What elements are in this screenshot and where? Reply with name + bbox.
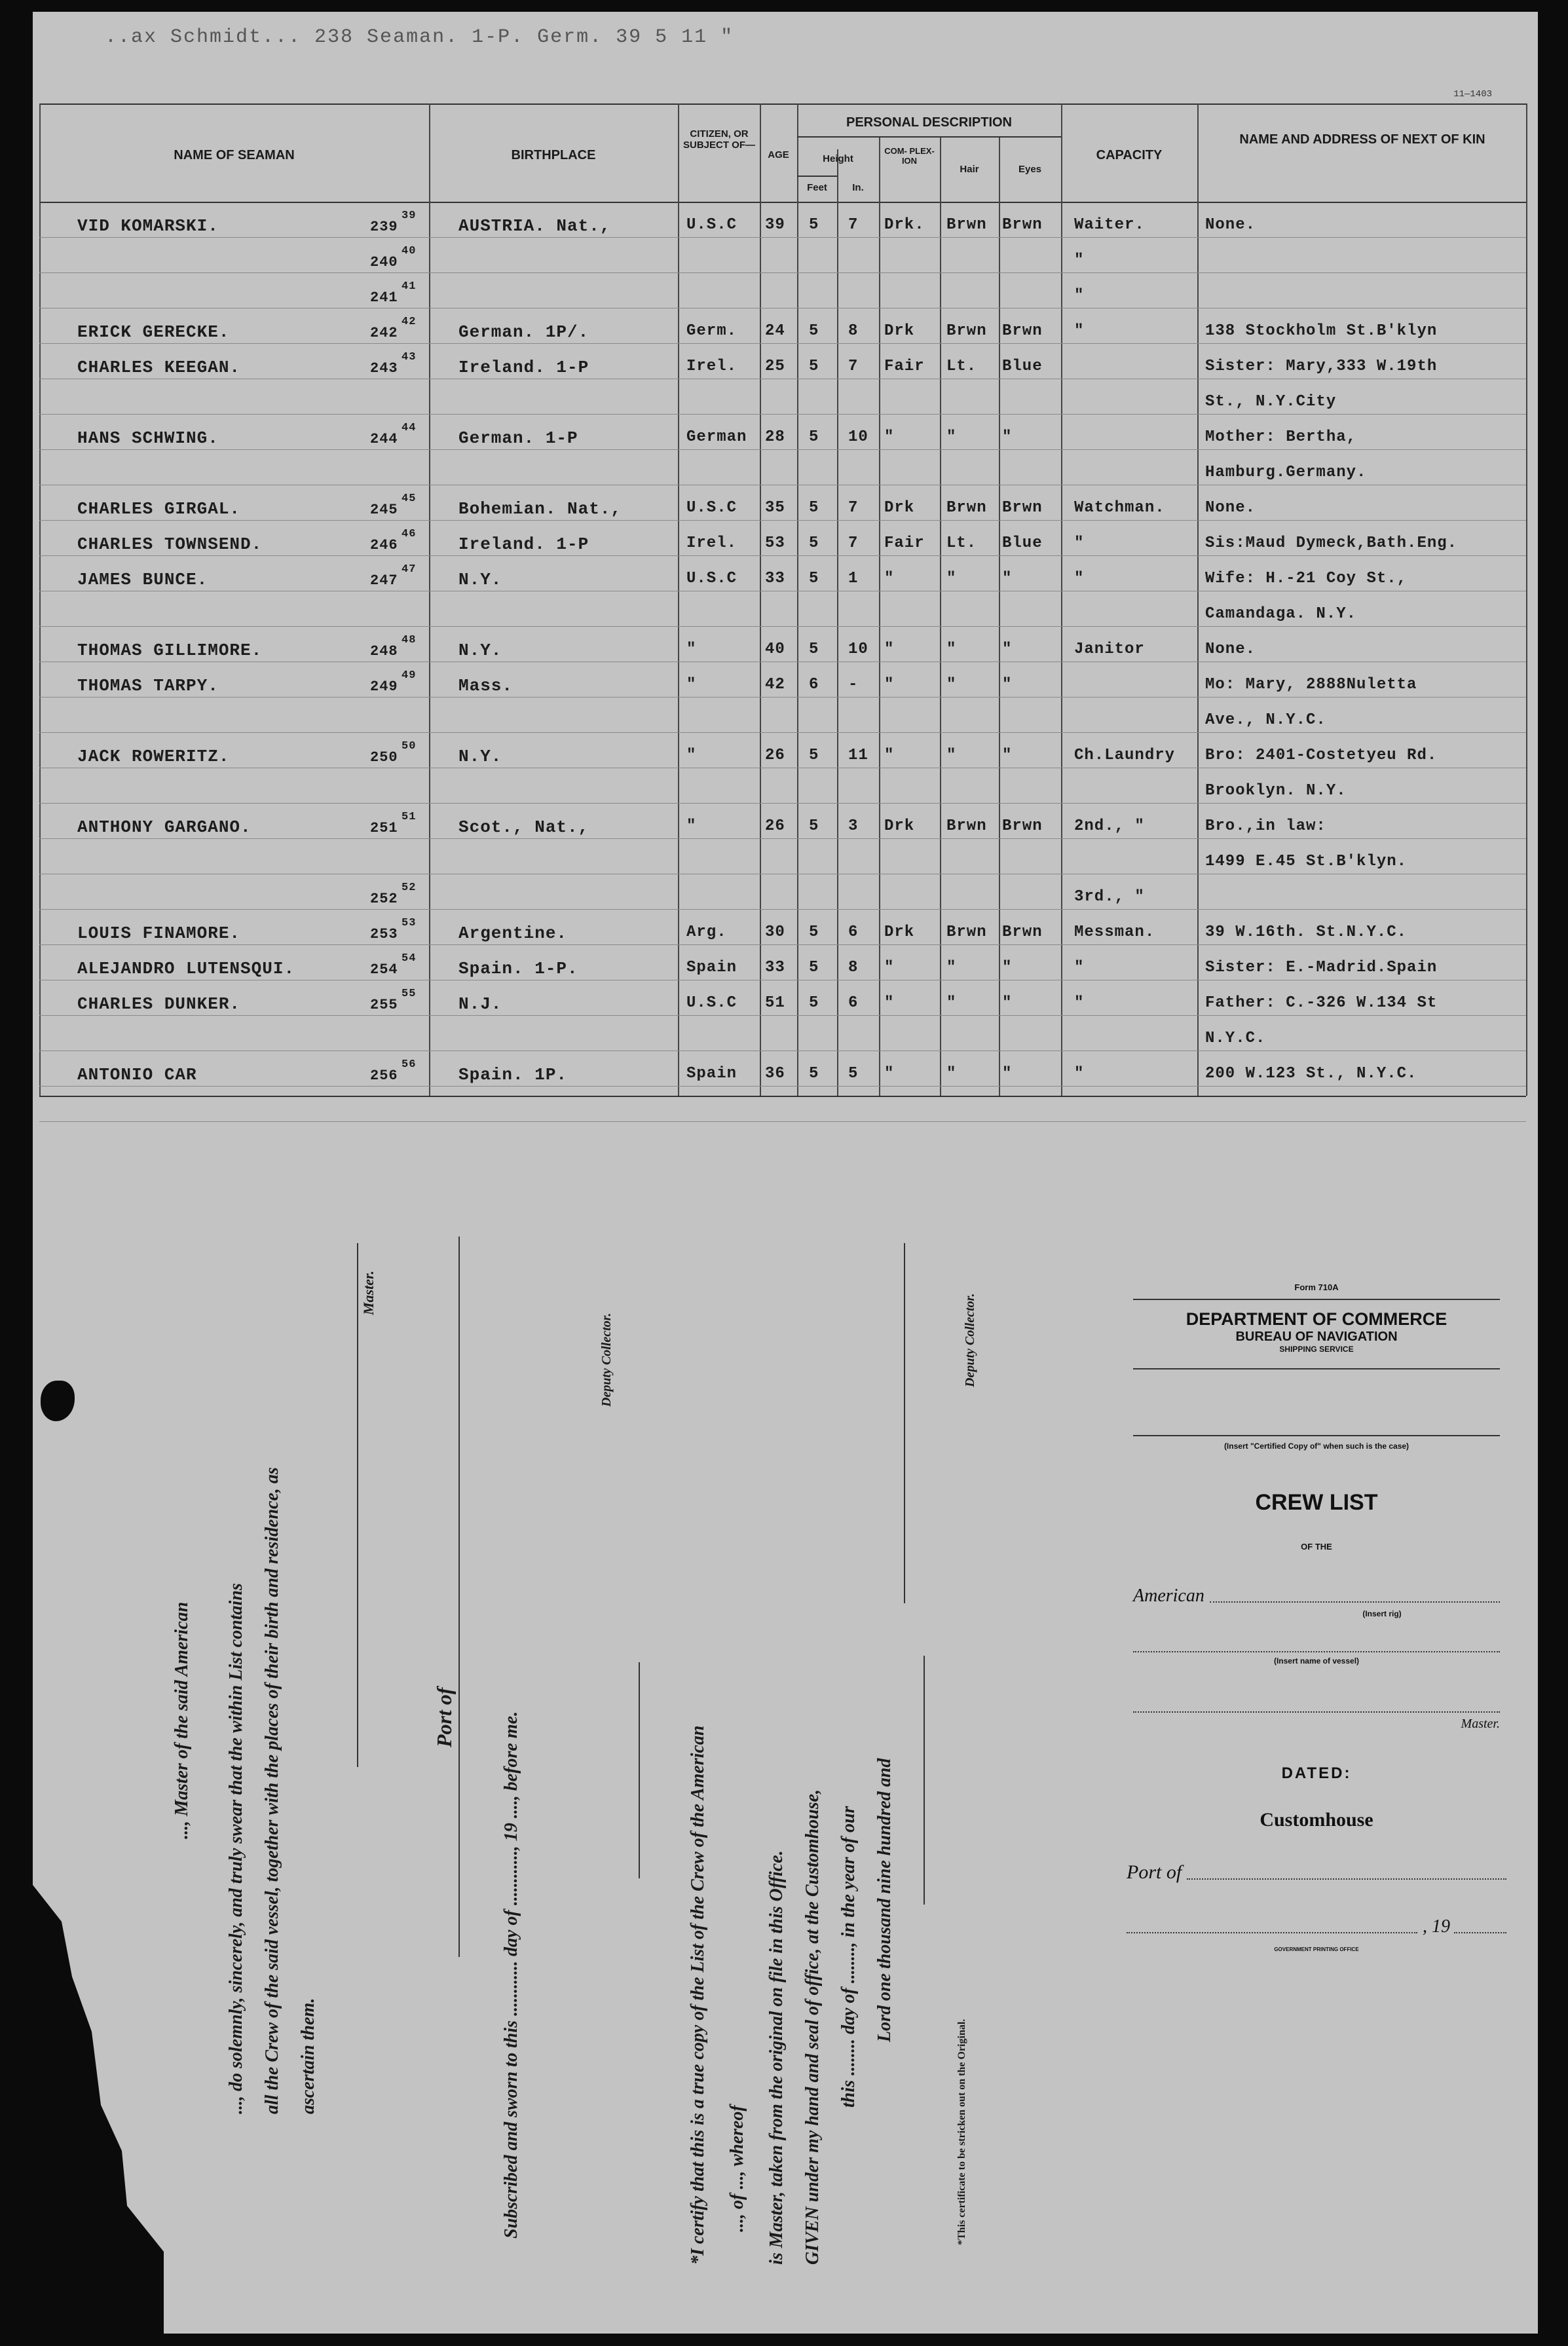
cell-row-number: 241: [370, 289, 398, 306]
cell-complexion: ": [884, 570, 895, 587]
cell-feet: 5: [809, 534, 819, 552]
cover-master-label: Master.: [1461, 1717, 1500, 1731]
cell-inches: 1: [848, 570, 859, 587]
cell-age: 35: [765, 499, 785, 517]
cell-age: 25: [765, 358, 785, 375]
cell-inches: 8: [848, 959, 859, 977]
cover-block: [1113, 1282, 1520, 1952]
american-label: American: [1133, 1586, 1204, 1606]
cell-row-number: 245: [370, 502, 398, 518]
cell-age: 26: [765, 747, 785, 764]
insert-vessel-note: (Insert name of vessel): [1273, 1656, 1360, 1666]
cell-age: 42: [765, 676, 785, 694]
insert-rig-note: (Insert rig): [1362, 1609, 1402, 1618]
cell-row-superscript: 39: [401, 210, 417, 222]
cell-citizen: Spain: [686, 959, 737, 977]
dated-label: DATED:: [1281, 1764, 1352, 1782]
cell-kin: None.: [1205, 499, 1256, 517]
cell-age: 28: [765, 428, 785, 446]
header-capacity: CAPACITY: [1096, 148, 1163, 162]
cell-complexion: ": [884, 747, 895, 764]
cell-age: 40: [765, 641, 785, 658]
oath-line-3: all the Crew of the said vessel, together with the places of their birth and residence, as: [262, 1467, 282, 2114]
cell-inches: -: [848, 676, 859, 694]
cell-row-superscript: 46: [401, 528, 417, 540]
cell-kin: 1499 E.45 St.B'klyn.: [1205, 853, 1408, 870]
cell-kin: 200 W.123 St., N.Y.C.: [1205, 1065, 1417, 1083]
cell-birthplace: N.Y.: [458, 641, 502, 660]
deputy-collector-1: Deputy Collector.: [599, 1313, 614, 1407]
header-personal: PERSONAL DESCRIPTION: [846, 115, 1012, 130]
cell-birthplace: N.J.: [458, 994, 502, 1014]
cell-row-superscript: 54: [401, 952, 417, 965]
cell-name: HANS SCHWING.: [77, 428, 219, 448]
crew-list-title: CREW LIST: [1255, 1490, 1378, 1515]
cell-complexion: Drk.: [884, 216, 925, 234]
cell-kin: N.Y.C.: [1205, 1030, 1266, 1047]
cell-hair: ": [946, 428, 957, 446]
oath-line-1: ..., Master of the said American: [172, 1601, 192, 1839]
cell-birthplace: Ireland. 1-P: [458, 358, 589, 377]
cover-port-of: Port of: [1127, 1861, 1182, 1883]
cell-hair: ": [946, 676, 957, 694]
cell-kin: Father: C.-326 W.134 St: [1205, 994, 1438, 1012]
cell-capacity: Messman.: [1074, 923, 1155, 941]
shipping-service: SHIPPING SERVICE: [1279, 1345, 1354, 1354]
cell-age: 33: [765, 959, 785, 977]
cover-year: , 19: [1423, 1916, 1450, 1937]
printing-office: GOVERNMENT PRINTING OFFICE: [1274, 1946, 1359, 1952]
document-sheet: [33, 12, 1538, 2334]
insert-certified-note: (Insert "Certified Copy of" when such is the case): [1223, 1442, 1409, 1451]
cell-row-number: 246: [370, 537, 398, 553]
cell-kin: Sister: E.-Madrid.Spain: [1205, 959, 1438, 977]
cell-capacity: Waiter.: [1074, 216, 1145, 234]
cell-row-number: 252: [370, 891, 398, 907]
cell-hair: Lt.: [946, 358, 977, 375]
cell-row-superscript: 49: [401, 669, 417, 682]
cell-row-number: 249: [370, 679, 398, 695]
cell-kin: Mo: Mary, 2888Nuletta: [1205, 676, 1417, 694]
cell-complexion: Fair: [884, 358, 925, 375]
bureau-title: BUREAU OF NAVIGATION: [1235, 1330, 1398, 1344]
cell-feet: 5: [809, 570, 819, 587]
cell-name: THOMAS GILLIMORE.: [77, 641, 263, 660]
cell-row-number: 254: [370, 961, 398, 978]
top-fragment-text: ..ax Schmidt... 238 Seaman. 1-P. Germ. 39 5 11 ": [105, 26, 734, 48]
cell-complexion: ": [884, 959, 895, 977]
cell-feet: 5: [809, 358, 819, 375]
cell-name: JACK ROWERITZ.: [77, 747, 230, 766]
cell-birthplace: German. 1P/.: [458, 322, 589, 342]
cell-kin: Ave., N.Y.C.: [1205, 711, 1326, 729]
cell-inches: 7: [848, 216, 859, 234]
cell-inches: 3: [848, 817, 859, 835]
whereof-line: ..., of ..., whereof: [727, 2105, 747, 2232]
cell-complexion: Drk: [884, 499, 915, 517]
cell-eyes: Blue: [1002, 534, 1043, 552]
cell-birthplace: Spain. 1P.: [458, 1065, 568, 1085]
cell-eyes: Brwn: [1002, 499, 1043, 517]
crew-table: [39, 103, 1526, 1096]
cell-kin: Mother: Bertha,: [1205, 428, 1357, 446]
cell-birthplace: Spain. 1-P.: [458, 959, 578, 978]
cell-capacity: ": [1074, 251, 1085, 269]
cell-row-superscript: 55: [401, 988, 417, 1000]
header-hair: Hair: [960, 164, 979, 175]
subscribed-line: Subscribed and sworn to this ............ day of ............, 19 ...., before me.: [501, 1711, 521, 2239]
header-height: Height: [823, 153, 853, 164]
cell-complexion: Fair: [884, 534, 925, 552]
port-of-label: Port of: [432, 1687, 456, 1747]
cell-citizen: Germ.: [686, 322, 737, 340]
cell-citizen: Irel.: [686, 534, 737, 552]
cell-age: 33: [765, 570, 785, 587]
cell-name: CHARLES GIRGAL.: [77, 499, 241, 519]
cell-birthplace: AUSTRIA. Nat.,: [458, 216, 611, 236]
certificate-footnote: *This certificate to be stricken out on the Original.: [956, 2019, 967, 2245]
cell-feet: 5: [809, 499, 819, 517]
cell-row-number: 244: [370, 431, 398, 447]
cell-hair: Brwn: [946, 216, 987, 234]
cell-name: JAMES BUNCE.: [77, 570, 208, 589]
cell-complexion: Drk: [884, 923, 915, 941]
cell-capacity: ": [1074, 322, 1085, 340]
cell-capacity: Janitor: [1074, 641, 1145, 658]
header-kin: NAME AND ADDRESS OF NEXT OF KIN: [1239, 132, 1485, 147]
cell-hair: Brwn: [946, 322, 987, 340]
oath-line-4: ascertain them.: [298, 1998, 318, 2114]
cell-complexion: Drk: [884, 817, 915, 835]
cell-eyes: Blue: [1002, 358, 1043, 375]
cell-inches: 7: [848, 499, 859, 517]
certify-line: *I certify that this is a true copy of the List of the Crew of the American: [688, 1725, 708, 2265]
cell-eyes: ": [1002, 428, 1013, 446]
cell-citizen: U.S.C: [686, 216, 737, 234]
cell-row-superscript: 48: [401, 634, 417, 646]
cell-capacity: Ch.Laundry: [1074, 747, 1176, 764]
cell-name: ANTONIO CAR: [77, 1065, 197, 1085]
cell-feet: 5: [809, 428, 819, 446]
header-eyes: Eyes: [1018, 164, 1042, 175]
cell-kin: Brooklyn. N.Y.: [1205, 782, 1347, 800]
cell-inches: 10: [848, 428, 868, 446]
cell-inches: 11: [848, 747, 868, 764]
cell-citizen: German: [686, 428, 747, 446]
cell-feet: 5: [809, 1065, 819, 1083]
cell-feet: 5: [809, 216, 819, 234]
header-inches: In.: [852, 182, 864, 193]
cell-kin: St., N.Y.City: [1205, 393, 1337, 411]
cell-row-number: 256: [370, 1068, 398, 1084]
cell-age: 30: [765, 923, 785, 941]
cell-name: ERICK GERECKE.: [77, 322, 230, 342]
cell-age: 36: [765, 1065, 785, 1083]
cell-name: ANTHONY GARGANO.: [77, 817, 252, 837]
deputy-collector-2: Deputy Collector.: [963, 1293, 977, 1387]
cell-capacity: ": [1074, 1065, 1085, 1083]
header-name: NAME OF SEAMAN: [174, 148, 295, 162]
cell-eyes: Brwn: [1002, 817, 1043, 835]
cell-eyes: Brwn: [1002, 322, 1043, 340]
cell-row-superscript: 47: [401, 563, 417, 576]
cell-kin: Sister: Mary,333 W.19th: [1205, 358, 1438, 375]
header-complexion: COM- PLEX- ION: [884, 146, 935, 166]
cell-inches: 6: [848, 994, 859, 1012]
cell-row-superscript: 51: [401, 811, 417, 823]
of-the-label: OF THE: [1301, 1542, 1332, 1552]
cell-age: 39: [765, 216, 785, 234]
cell-citizen: ": [686, 747, 697, 764]
cell-row-superscript: 44: [401, 422, 417, 434]
cell-age: 51: [765, 994, 785, 1012]
cell-row-number: 248: [370, 643, 398, 660]
cell-row-superscript: 50: [401, 740, 417, 753]
cell-hair: ": [946, 1065, 957, 1083]
cell-eyes: ": [1002, 747, 1013, 764]
cell-feet: 5: [809, 322, 819, 340]
cell-hair: Brwn: [946, 923, 987, 941]
master-taken-line: is Master, taken from the original on file in this Office.: [766, 1850, 787, 2265]
cell-age: 26: [765, 817, 785, 835]
cell-complexion: ": [884, 1065, 895, 1083]
cell-birthplace: Bohemian. Nat.,: [458, 499, 622, 519]
cell-hair: ": [946, 570, 957, 587]
cell-hair: ": [946, 747, 957, 764]
cell-complexion: ": [884, 641, 895, 658]
cell-inches: 8: [848, 322, 859, 340]
cell-kin: 39 W.16th. St.N.Y.C.: [1205, 923, 1408, 941]
cell-hair: Brwn: [946, 499, 987, 517]
cell-birthplace: Ireland. 1-P: [458, 534, 589, 554]
cell-kin: None.: [1205, 641, 1256, 658]
cell-inches: 5: [848, 1065, 859, 1083]
cell-hair: ": [946, 994, 957, 1012]
cell-birthplace: Scot., Nat.,: [458, 817, 589, 837]
cell-hair: ": [946, 959, 957, 977]
cell-eyes: Brwn: [1002, 923, 1043, 941]
cell-kin: Hamburg.Germany.: [1205, 464, 1367, 481]
cell-citizen: U.S.C: [686, 570, 737, 587]
cell-citizen: Irel.: [686, 358, 737, 375]
oath-master-label: Master.: [360, 1271, 377, 1315]
cell-citizen: Spain: [686, 1065, 737, 1083]
cell-row-superscript: 52: [401, 882, 417, 894]
cell-row-number: 251: [370, 820, 398, 836]
cell-eyes: ": [1002, 570, 1013, 587]
this-day-line: this ........ day of ........, in the year of our: [838, 1806, 859, 2108]
cell-row-superscript: 40: [401, 245, 417, 257]
cell-eyes: ": [1002, 641, 1013, 658]
cell-age: 53: [765, 534, 785, 552]
oath-line-2: ..., do solemnly, sincerely, and truly swear that the within List contains: [226, 1583, 246, 2114]
cell-eyes: Brwn: [1002, 216, 1043, 234]
cell-capacity: 3rd., ": [1074, 888, 1145, 906]
cell-capacity: 2nd., ": [1074, 817, 1145, 835]
cell-row-number: 243: [370, 360, 398, 377]
cell-hair: Lt.: [946, 534, 977, 552]
cell-row-superscript: 56: [401, 1058, 417, 1071]
cell-inches: 6: [848, 923, 859, 941]
header-citizen: CITIZEN, OR SUBJECT OF—: [682, 128, 755, 151]
cell-capacity: Watchman.: [1074, 499, 1165, 517]
header-birthplace: BIRTHPLACE: [511, 148, 596, 162]
cell-row-number: 240: [370, 254, 398, 270]
cell-feet: 6: [809, 676, 819, 694]
cell-kin: Bro.,in law:: [1205, 817, 1326, 835]
cell-inches: 7: [848, 358, 859, 375]
cell-row-number: 247: [370, 572, 398, 589]
cell-kin: Camandaga. N.Y.: [1205, 605, 1357, 623]
cell-name: THOMAS TARPY.: [77, 676, 219, 696]
cell-kin: Bro: 2401-Costetyeu Rd.: [1205, 747, 1438, 764]
cell-name: CHARLES KEEGAN.: [77, 358, 241, 377]
cell-name: ALEJANDRO LUTENSQUI.: [77, 959, 295, 978]
form-710a: Form 710A: [1294, 1282, 1339, 1292]
cell-inches: 7: [848, 534, 859, 552]
torn-corner: [33, 1885, 164, 2334]
cell-citizen: U.S.C: [686, 499, 737, 517]
cell-complexion: ": [884, 994, 895, 1012]
cell-feet: 5: [809, 923, 819, 941]
cell-kin: Sis:Maud Dymeck,Bath.Eng.: [1205, 534, 1458, 552]
header-feet: Feet: [807, 182, 827, 193]
cell-row-number: 255: [370, 997, 398, 1013]
cell-birthplace: Argentine.: [458, 923, 568, 943]
cell-row-superscript: 42: [401, 316, 417, 328]
cell-feet: 5: [809, 994, 819, 1012]
cell-eyes: ": [1002, 1065, 1013, 1083]
cell-hair: ": [946, 641, 957, 658]
cell-kin: 138 Stockholm St.B'klyn: [1205, 322, 1438, 340]
lord-line: Lord one thousand nine hundred and: [874, 1758, 895, 2042]
cell-row-superscript: 45: [401, 493, 417, 505]
cell-citizen: ": [686, 817, 697, 835]
cell-name: VID KOMARSKI.: [77, 216, 219, 236]
cell-feet: 5: [809, 641, 819, 658]
cell-citizen: U.S.C: [686, 994, 737, 1012]
cell-name: LOUIS FINAMORE.: [77, 923, 241, 943]
cell-row-superscript: 43: [401, 351, 417, 363]
cell-birthplace: German. 1-P: [458, 428, 578, 448]
form-number: 11—1403: [1453, 89, 1492, 100]
cell-capacity: ": [1074, 570, 1085, 587]
cell-row-number: 253: [370, 926, 398, 942]
cell-eyes: ": [1002, 994, 1013, 1012]
cell-complexion: ": [884, 676, 895, 694]
cell-birthplace: N.Y.: [458, 747, 502, 766]
cell-capacity: ": [1074, 994, 1085, 1012]
cell-capacity: ": [1074, 959, 1085, 977]
cell-name: CHARLES DUNKER.: [77, 994, 241, 1014]
cell-citizen: Arg.: [686, 923, 727, 941]
cell-feet: 5: [809, 817, 819, 835]
cell-row-superscript: 41: [401, 280, 417, 293]
cell-row-superscript: 53: [401, 917, 417, 929]
cell-complexion: ": [884, 428, 895, 446]
cell-eyes: ": [1002, 959, 1013, 977]
cell-birthplace: Mass.: [458, 676, 513, 696]
cell-birthplace: N.Y.: [458, 570, 502, 589]
cell-name: CHARLES TOWNSEND.: [77, 534, 263, 554]
cell-capacity: ": [1074, 534, 1085, 552]
cell-feet: 5: [809, 747, 819, 764]
cell-citizen: ": [686, 676, 697, 694]
cell-kin: None.: [1205, 216, 1256, 234]
cell-kin: Wife: H.-21 Coy St.,: [1205, 570, 1408, 587]
cell-inches: 10: [848, 641, 868, 658]
cell-age: 24: [765, 322, 785, 340]
cell-hair: Brwn: [946, 817, 987, 835]
cell-citizen: ": [686, 641, 697, 658]
header-age: AGE: [768, 149, 789, 160]
given-line: GIVEN under my hand and seal of office, at the Customhouse,: [802, 1789, 823, 2265]
punch-hole: [41, 1381, 75, 1421]
cell-row-number: 250: [370, 749, 398, 766]
cell-capacity: ": [1074, 287, 1085, 305]
cell-feet: 5: [809, 959, 819, 977]
cell-row-number: 242: [370, 325, 398, 341]
cell-row-number: 239: [370, 219, 398, 235]
cell-eyes: ": [1002, 676, 1013, 694]
customhouse-label: Customhouse: [1260, 1809, 1373, 1831]
cell-complexion: Drk: [884, 322, 915, 340]
department-title: DEPARTMENT OF COMMERCE: [1185, 1309, 1447, 1329]
